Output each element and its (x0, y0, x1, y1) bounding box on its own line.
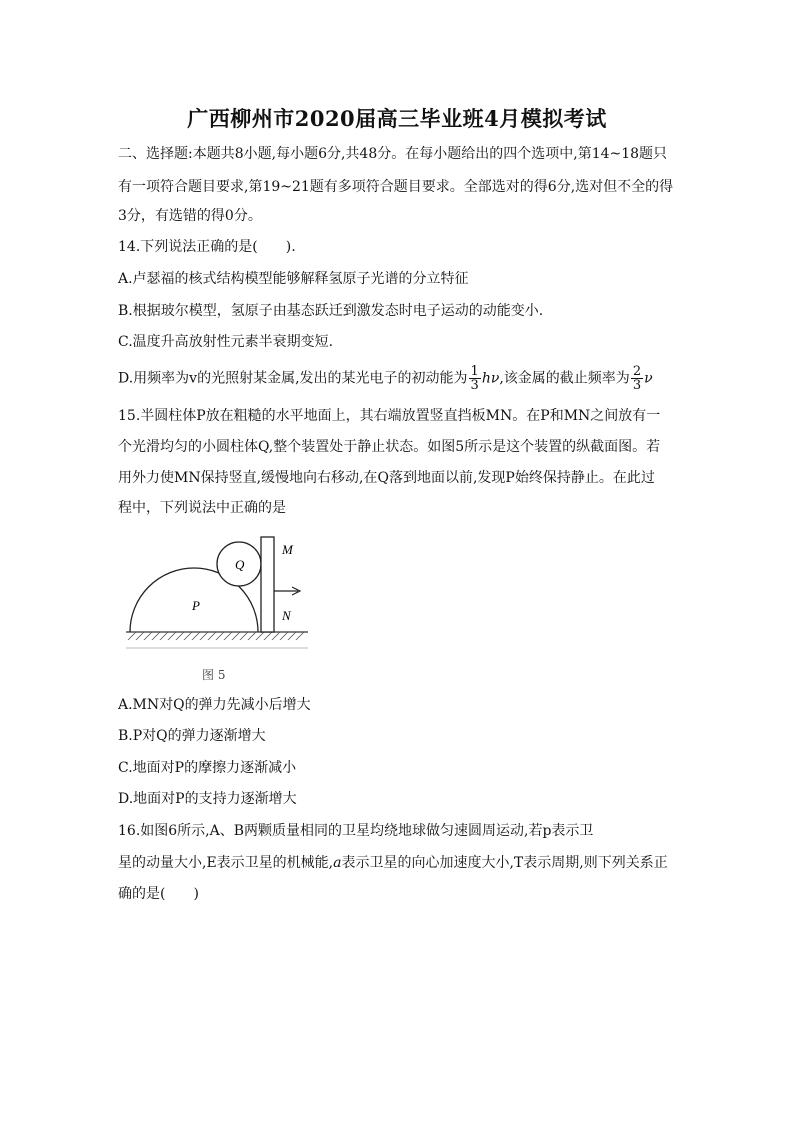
section-instructions-line-2: 有一项符合题目要求,第19~21题有多项符合题目要求。全部选对的得6分,选对但不全的得 (118, 179, 674, 195)
question-16-line-3: 确的是( ) (118, 886, 199, 902)
q16-text-1: 星的动量大小,E表示卫星的机械能, (118, 855, 334, 871)
question-15-line-1: 15.半圆柱体P放在粗糙的水平地面上，其右端放置竖直挡板MN。在P和MN之间放有一 (118, 408, 661, 424)
question-14-option-b: B.根据玻尔模型，氢原子由基态跃迁到激发态时电子运动的动能变小. (118, 303, 544, 319)
board-mn (261, 537, 274, 632)
section-instructions-line-3: 3分，有选错的得0分。 (118, 208, 262, 224)
section-instructions-line-1: 二、选择题:本题共8小题,每小题6分,共48分。在每小题给出的四个选项中,第14~18题只 (118, 146, 668, 162)
option-d-text-2: ,该金属的截止频率为 (499, 370, 630, 387)
label-m: M (282, 542, 293, 557)
fraction-numerator: 2 (632, 364, 642, 379)
fraction-denominator: 3 (470, 378, 479, 393)
question-15-line-4: 程中，下列说法中正确的是 (118, 500, 286, 516)
question-14-option-c: C.温度升高放射性元素半衰期变短. (118, 334, 334, 350)
q16-text-2: 表示卫星的向心加速度大小,T表示周期,则下列关系正 (341, 855, 668, 871)
fraction-two-thirds (631, 365, 643, 392)
ground-hatching (128, 632, 304, 640)
question-15-option-b: B.P对Q的弹力逐渐增大 (118, 728, 266, 744)
exam-title: 广西柳州市2020届高三毕业班4月模拟考试 (187, 106, 607, 131)
question-15-line-3: 用外力使MN保持竖直,缓慢地向右移动,在Q落到地面以前,发现P始终保持静止。在此过 (118, 470, 655, 486)
label-p: P (192, 598, 200, 613)
figure-5-caption: 图 5 (202, 668, 226, 682)
formula-h-nu: hν (481, 370, 500, 387)
question-15-line-2: 个光滑均匀的小圆柱体Q,整个装置处于静止状态。如图5所示是这个装置的纵截面图。若 (118, 439, 661, 455)
question-14-option-a: A.卢瑟福的核式结构模型能够解释氢原子光谱的分立特征 (118, 271, 469, 287)
variable-a: a (333, 855, 342, 871)
question-15-option-a: A.MN对Q的弹力先减小后增大 (118, 697, 311, 713)
formula-nu: ν (644, 370, 653, 387)
question-16-line-1: 16.如图6所示,A、B两颗质量相同的卫星均绕地球做匀速圆周运动,若p表示卫 (118, 823, 594, 839)
label-q: Q (235, 557, 245, 572)
question-15-option-c: C.地面对P的摩擦力逐渐减小 (118, 760, 297, 776)
fraction-numerator: 1 (470, 364, 479, 379)
question-14-stem: 14.下列说法正确的是( ). (118, 239, 296, 255)
question-15-option-d: D.地面对P的支持力逐渐增大 (118, 791, 297, 807)
question-16-line-2 (118, 853, 668, 873)
option-d-text-1: D.用频率为v的光照射某金属,发出的某光电子的初动能为 (118, 370, 468, 387)
label-n: N (282, 608, 291, 623)
fraction-one-third (469, 365, 481, 392)
fraction-denominator: 3 (632, 378, 642, 393)
question-14-option-d (118, 365, 653, 392)
figure-5-diagram (122, 530, 322, 660)
